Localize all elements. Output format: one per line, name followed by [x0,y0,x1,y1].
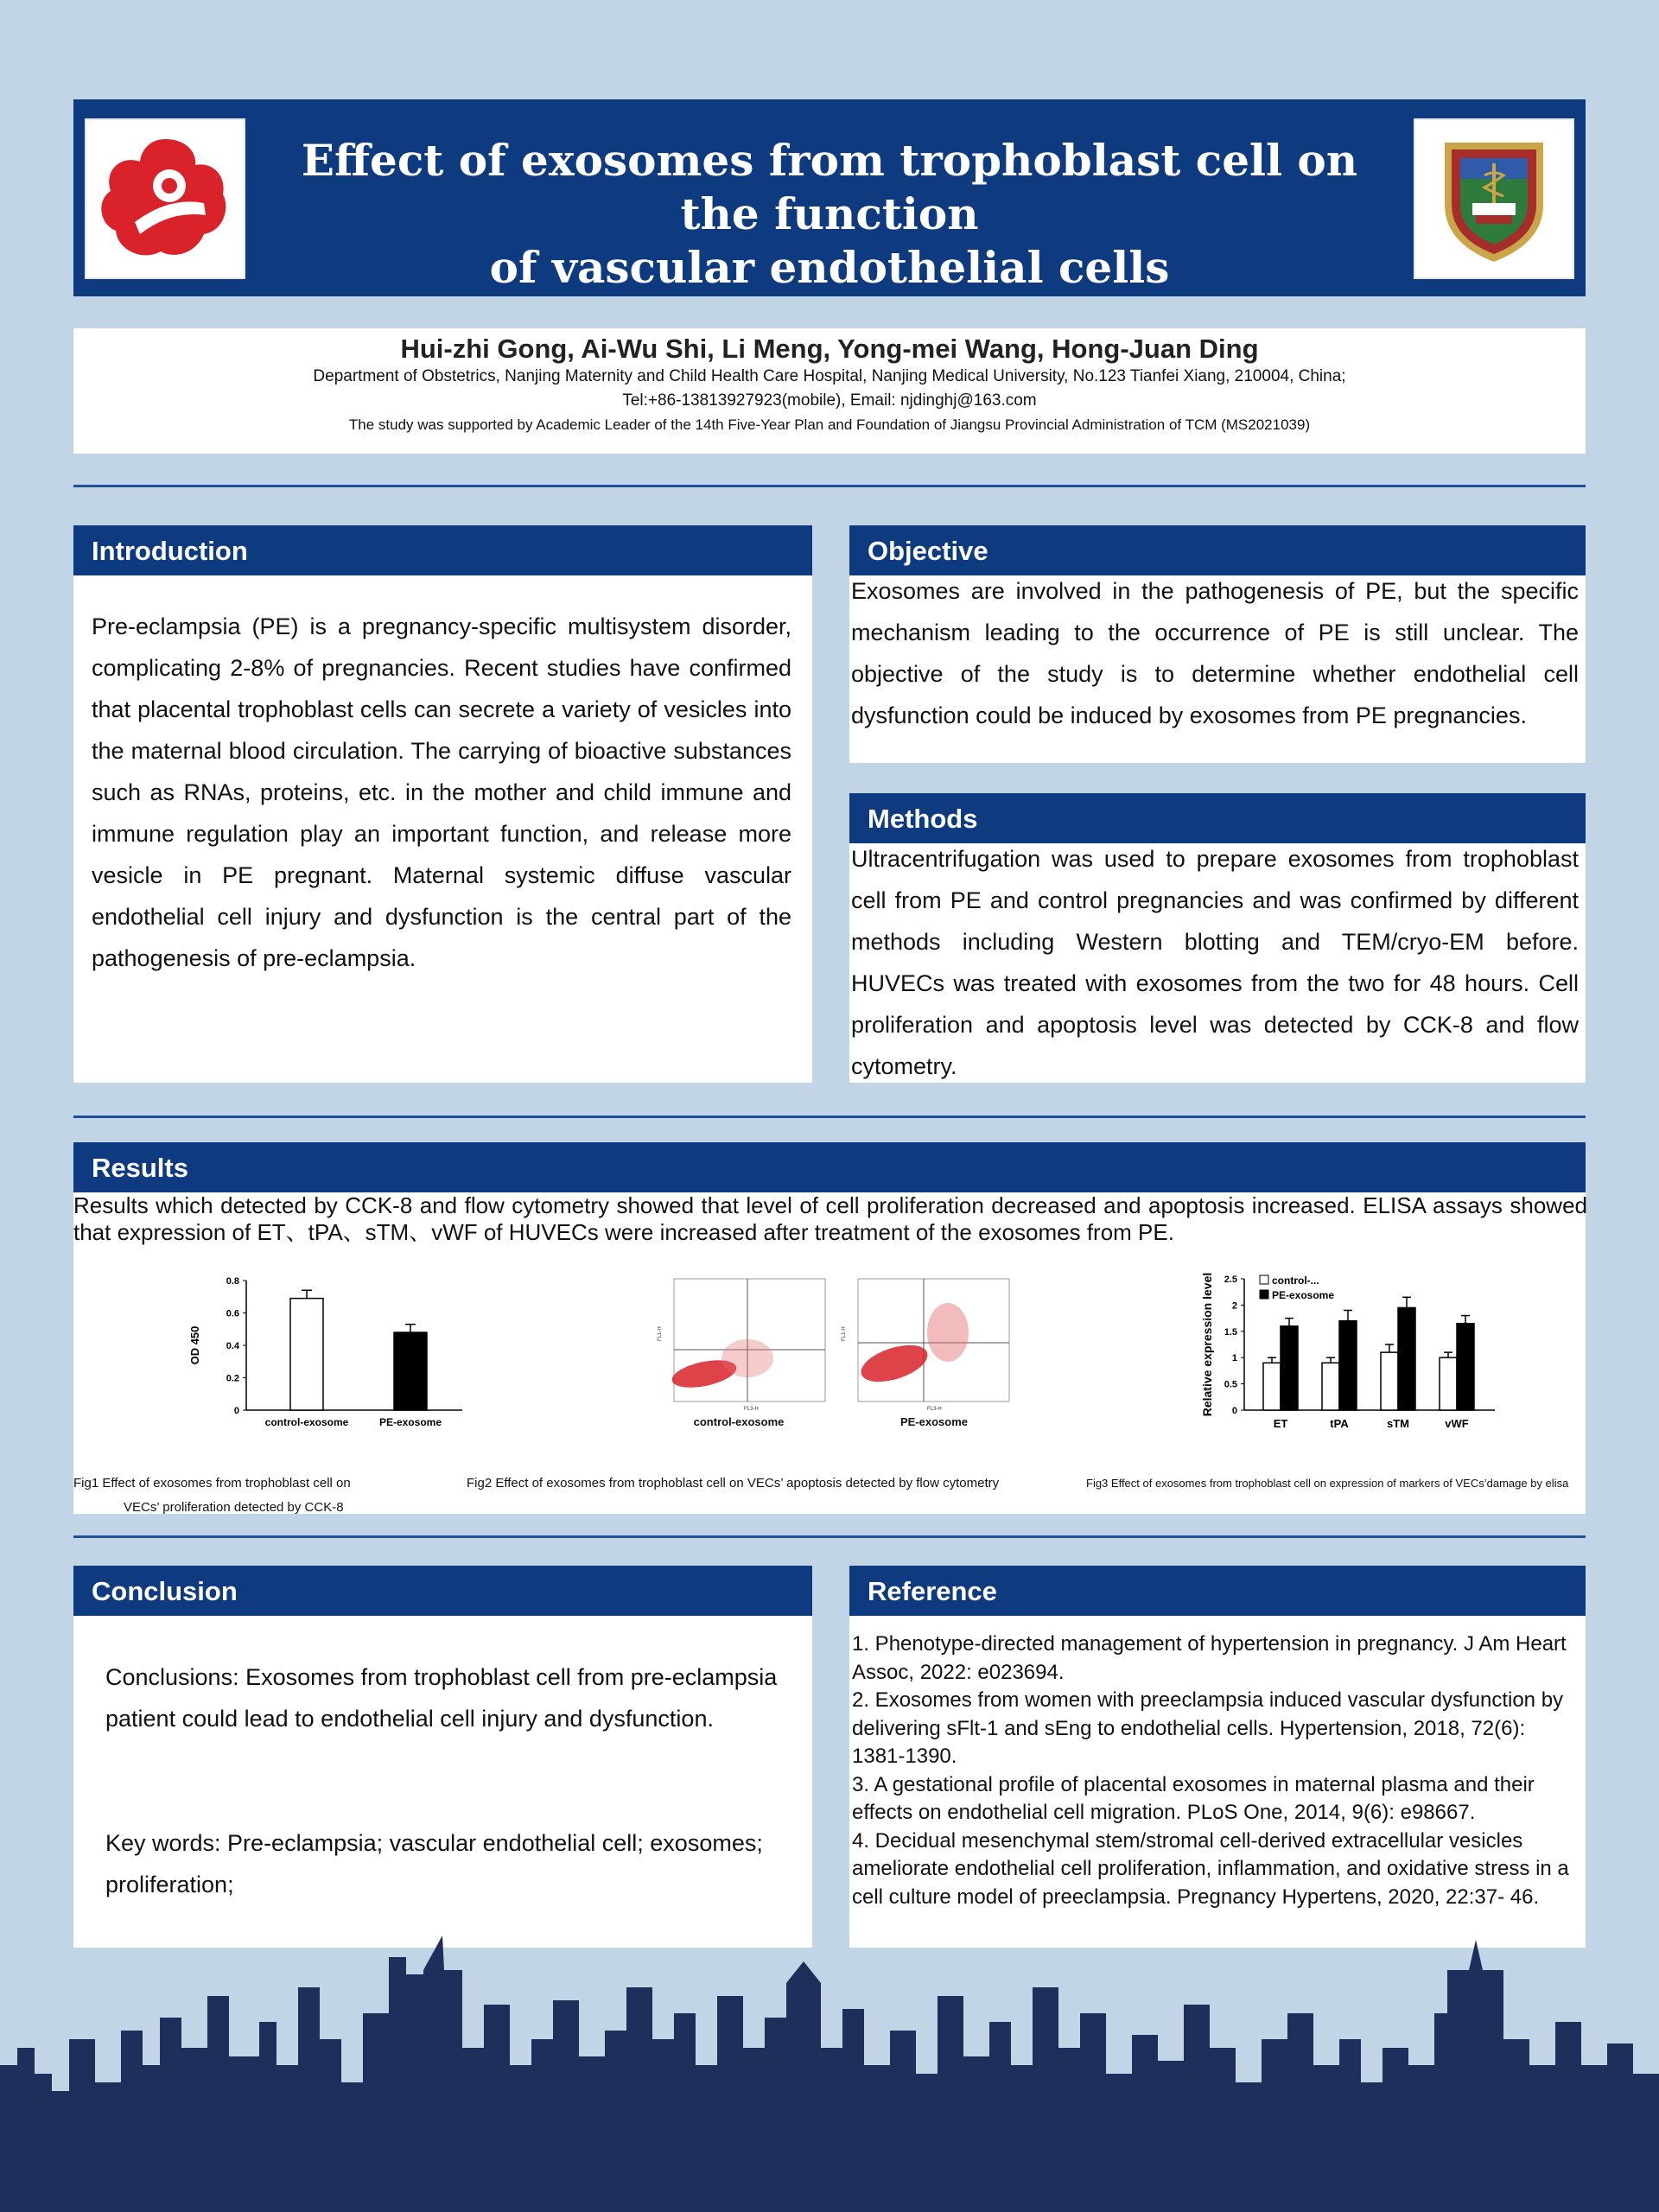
fig1-y-tick-label: 0.2 [226,1373,239,1384]
flow-plot-pe [842,1279,1009,1427]
reference-panel [849,1566,1586,1948]
poster-title [272,134,1387,295]
fig1-bar [290,1299,323,1410]
fig3-legend-swatch [1260,1290,1268,1299]
hospital-logo-icon [86,120,244,277]
poster-header [73,99,1586,296]
divider [73,485,1586,487]
flow-plot-control [658,1279,825,1427]
flow-label-control: control-exosome [693,1415,785,1427]
affiliation: Department of Obstetrics, Nanjing Maternity and Child Health Care Hospital, Nanjing Medical University, No.123 Tianfei Xiang, 210004, China; [313,367,1346,385]
university-logo [1414,118,1574,279]
fig3-y-axis-label: Relative expression level [1200,1272,1214,1417]
reference-item: 3. A gestational profile of placental exosomes in maternal plasma and their effects on endothelial cell migration. PLoS One, 2014, 9(6): e98667. [852,1772,1535,1824]
results-text: Results which detected by CCK-8 and flow cytometry showed that level of cell proliferation decreased and apoptosis increased. ELISA assays showed that expression of ET、tPA、sTM、vWF of HUVECs were increased after treatment of the exosomes from PE. [73,1192,1587,1245]
methods-panel [849,793,1586,1083]
title-line-1: Effect of exosomes from trophoblast cell on the function [301,135,1358,239]
fig3-bar [1263,1363,1281,1410]
reference-heading: Reference [849,1566,1586,1616]
fig3-y-tick-label: 1 [1231,1353,1237,1364]
results-heading: Results [73,1142,1586,1192]
flow-y-axis-label-control: FL1-H [658,1326,663,1341]
reference-list [852,1630,1582,1911]
reference-item: 4. Decidual mesenchymal stem/stromal cell-derived extracellular vesicles ameliorate endothelial cell proliferation, inflammation, and oxidative stress in a cell culture model of preeclampsia. Pregnancy Hypertens, 2020, 22:37- 46. [852,1828,1569,1909]
hospital-logo [85,118,245,279]
fig3-y-tick-label: 1.5 [1224,1326,1237,1338]
fig1-y-axis-label: OD 450 [188,1325,201,1365]
fig3-bar [1381,1352,1398,1410]
fig3-category-label: tPA [1330,1417,1349,1430]
fig3-legend-label: PE-exosome [1272,1289,1335,1301]
university-seal-icon [1415,120,1573,277]
author-block [73,328,1586,454]
fig3-bar [1398,1307,1415,1410]
fig3-y-tick-label: 0.5 [1224,1379,1237,1390]
reference-item: 1. Phenotype-directed management of hypertension in pregnancy. J Am Heart Assoc, 2022: e023694. [852,1632,1567,1684]
city-skyline-decoration [0,1936,1659,2212]
flow-x-axis-label-pe: FL3-H [927,1407,942,1412]
funding-note: The study was supported by Academic Leader of the 14th Five-Year Plan and Foundation of Jiangsu Provincial Administration of TCM (MS2021039) [348,416,1311,433]
fig3-bar [1281,1326,1298,1410]
fig3-y-tick-label: 0 [1231,1406,1237,1416]
fig3-bar-chart [1106,1270,1512,1434]
fig1-caption-1: Fig1 Effect of exosomes from trophoblast cell on [73,1476,351,1491]
fig3-bar [1440,1357,1457,1410]
methods-text: Ultracentrifugation was used to prepare exosomes from trophoblast cell from PE and control pregnancies and was confirmed by different methods including Western blotting and TEM/cryo-EM before. HUVECs was treated with exosomes from the two for 48 hours. Cell proliferation and apoptosis level was detected by CCK-8 and flow cytometry. [851,846,1579,1079]
fig3-category-label: vWF [1445,1417,1469,1430]
fig3-bar [1322,1363,1339,1410]
conclusion-heading: Conclusion [73,1566,812,1616]
flow-x-axis-label-control: FL3-H [744,1407,759,1412]
objective-panel [849,525,1586,763]
reference-item: 2. Exosomes from women with preeclampsia induced vascular dysfunction by delivering sFlt-1 and sEng to endothelial cells. Hypertension, 2018, 72(6): 1381-1390. [852,1688,1564,1768]
objective-heading: Objective [849,525,1586,575]
introduction-panel [73,525,812,1083]
contact-info: Tel:+86-13813927923(mobile), Email: njdinghj@163.com [622,391,1037,410]
fig2-caption: Fig2 Effect of exosomes from trophoblast cell on VECs’ apoptosis detected by flow cytometry [467,1476,1000,1491]
conclusion-panel [73,1566,812,1948]
conclusion-text: Conclusions: Exosomes from trophoblast cell from pre-eclampsia patient could lead to endothelial cell injury and dysfunction. [105,1664,778,1732]
fig1-bar-chart [125,1270,488,1434]
fig1-bar [394,1332,427,1410]
fig1-y-tick-label: 0.8 [226,1276,239,1287]
fig3-category-label: sTM [1387,1417,1409,1430]
divider [73,1116,1586,1118]
introduction-text: Pre-eclampsia (PE) is a pregnancy-specific multisystem disorder, complicating 2-8% of pregnancies. Recent studies have confirmed that placental trophoblast cells can secrete a variety of vesicles into the maternal blood circulation. The carrying of bioactive substances such as RNAs, proteins, etc. in the mother and child immune and immune regulation play an important function, and release more vesicle in PE pregnant. Maternal systemic diffuse vascular endothelial cell injury and dysfunction is the central part of the pathogenesis of pre-eclampsia. [92,613,791,971]
fig3-legend-swatch [1260,1275,1268,1284]
results-panel [73,1142,1586,1514]
fig3-caption: Fig3 Effect of exosomes from trophoblast cell on expression of markers of VECs’damage by elisa [1086,1477,1569,1490]
fig1-y-tick-label: 0.6 [226,1308,239,1319]
author-names: Hui-zhi Gong, Ai-Wu Shi, Li Meng, Yong-mei Wang, Hong-Juan Ding [400,334,1259,364]
fig1-category-label: control-exosome [264,1416,349,1428]
fig1-y-tick-label: 0.4 [226,1341,239,1351]
fig3-bar [1457,1324,1474,1410]
fig1-y-tick-label: 0 [233,1406,239,1416]
fig3-category-label: ET [1273,1417,1288,1430]
flow-y-axis-label-pe: FL1-H [842,1326,847,1341]
objective-text: Exosomes are involved in the pathogenesis of PE, but the specific mechanism leading to the occurrence of PE is still unclear. The objective of the study is to determine whether endothelial cell dysfunction could be induced by exosomes from PE pregnancies. [851,578,1579,728]
fig1-caption-2: VECs’ proliferation detected by CCK-8 [124,1500,344,1515]
fig3-bar [1339,1321,1357,1410]
fig3-y-tick-label: 2 [1231,1300,1237,1312]
fig3-legend-label: control-... [1272,1274,1319,1287]
methods-heading: Methods [849,793,1586,843]
fig2-flow-cytometry [575,1272,1179,1427]
keywords-text: Key words: Pre-eclampsia; vascular endothelial cell; exosomes; proliferation; [105,1830,763,1897]
fig3-y-tick-label: 2.5 [1224,1274,1237,1285]
fig1-category-label: PE-exosome [378,1416,442,1428]
divider [73,1535,1586,1538]
title-line-2: of vascular endothelial cells [489,242,1170,293]
flow-label-pe: PE-exosome [899,1415,969,1427]
introduction-heading: Introduction [73,525,812,575]
